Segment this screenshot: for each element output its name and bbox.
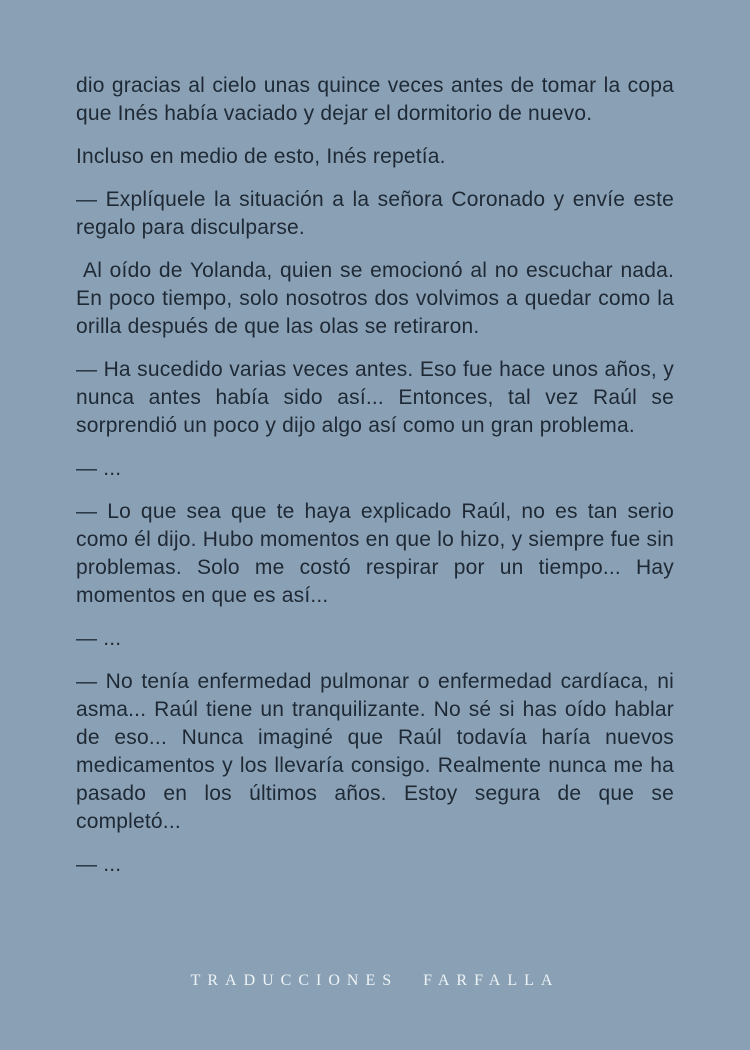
footer-brand: TRADUCCIONES FARFALLA — [190, 972, 560, 989]
paragraph-dialog-ellipsis: — ... — [76, 627, 122, 650]
paragraph-dialog-ellipsis: — ... — [76, 457, 122, 480]
paragraph-dialog-ellipsis: — ... — [76, 853, 122, 876]
paragraph-dialog: — Ha sucedido varias veces antes. Eso fue hace unos años, y nunca antes había sido así... Entonces, tal vez Raúl se sorprendió un poco y dijo algo así como un gran problema. — [76, 358, 674, 437]
paragraph-dialog: — Explíquele la situación a la señora Coronado y envíe este regalo para disculparse. — [76, 188, 674, 239]
paragraph-dialog: — Lo que sea que te haya explicado Raúl, no es tan serio como él dijo. Hubo momentos en que lo hizo, y siempre fue sin problemas. Solo me costó respirar por un tiempo... Hay momentos en que es así... — [76, 500, 674, 607]
paragraph: dio gracias al cielo unas quince veces antes de tomar la copa que Inés había vaciado y dejar el dormitorio de nuevo. — [76, 74, 674, 125]
paragraph: Al oído de Yolanda, quien se emocionó al no escuchar nada. En poco tiempo, solo nosotros dos volvimos a quedar como la orilla después de que las olas se retiraron. — [76, 259, 674, 338]
paragraph-dialog: — No tenía enfermedad pulmonar o enfermedad cardíaca, ni asma... Raúl tiene un tranquilizante. No sé si has oído hablar de eso... Nunca imaginé que Raúl todavía haría nuevos medicamentos y los llevaría consigo. Realmente nunca me ha pasado en los últimos años. Estoy segura de que se completó... — [76, 670, 674, 833]
paragraph: Incluso en medio de esto, Inés repetía. — [76, 145, 446, 168]
page-body — [76, 72, 674, 894]
